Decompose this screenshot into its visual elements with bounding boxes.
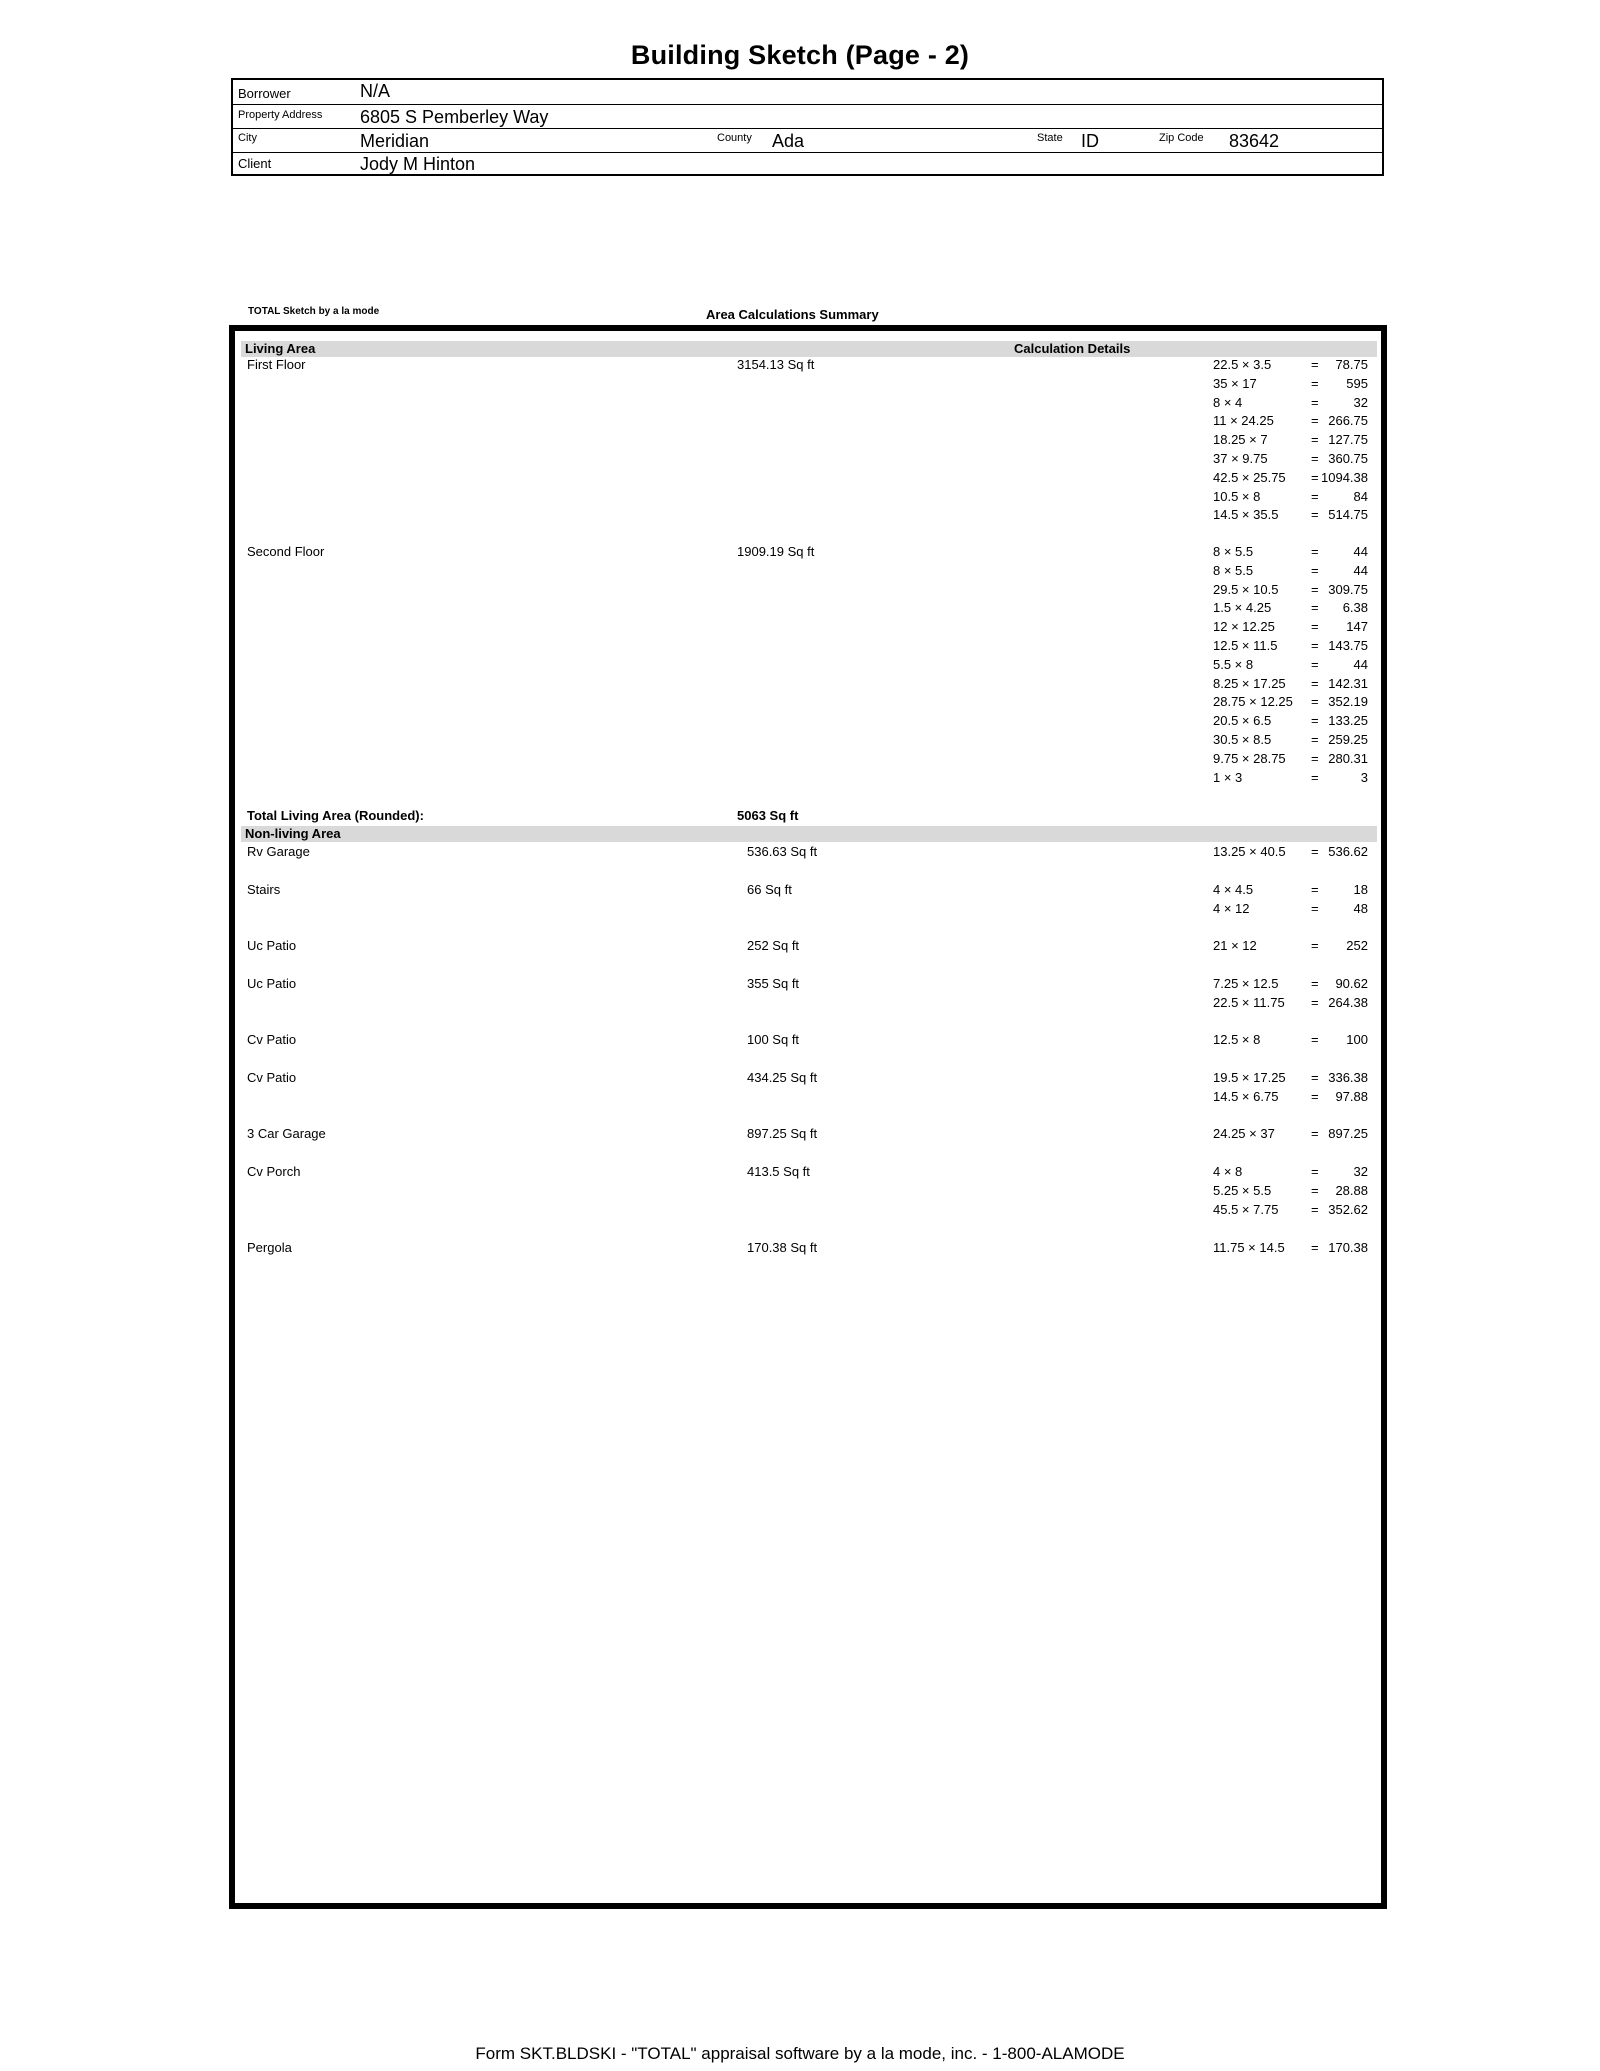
calc-result: 595 [1346,375,1368,391]
calc-result: 78.75 [1335,357,1368,372]
calculation-details-heading: Calculation Details [1014,341,1131,356]
calc-result: 84 [1353,488,1368,504]
calc-equals: = [1311,469,1319,485]
calc-equals: = [1311,1088,1319,1104]
calc-row [1213,657,1368,676]
calc-row [1213,638,1368,657]
floor-area: 1909.19 Sq ft [737,544,815,559]
calc-equals: = [1311,357,1319,372]
calc-equals: = [1311,1201,1319,1217]
item-name: Pergola [247,1240,292,1255]
summary-title: Area Calculations Summary [706,307,879,322]
calc-result: 44 [1353,562,1368,578]
calc-equals: = [1311,1164,1319,1179]
calc-row [1213,676,1368,695]
calc-row [1213,901,1368,920]
item-name: Cv Patio [247,1070,297,1085]
calc-equals: = [1311,750,1319,766]
calc-result: 252 [1346,938,1368,953]
calc-expression: 4 × 8 [1213,1164,1243,1179]
item-area: 434.25 Sq ft [747,1070,818,1085]
calc-expression: 37 × 9.75 [1213,451,1268,466]
calc-row [1213,432,1368,451]
client-value: Jody M Hinton [360,154,476,174]
calc-row [1213,619,1368,638]
calc-equals: = [1311,394,1319,410]
item-area: 897.25 Sq ft [747,1126,818,1141]
item-area: 170.38 Sq ft [747,1240,818,1255]
calc-expression: 28.75 × 12.25 [1213,694,1293,710]
calc-result: 352.19 [1328,694,1368,710]
calc-row [1213,844,1368,863]
calc-expression: 12 × 12.25 [1213,619,1275,635]
calc-result: 100 [1346,1032,1368,1047]
calc-row [1213,1164,1368,1183]
item-name: Cv Porch [247,1164,301,1179]
item-area: 66 Sq ft [747,882,792,897]
calc-equals: = [1311,732,1319,747]
calc-result: 309.75 [1328,581,1368,597]
calc-result: 133.25 [1328,713,1368,729]
item-name: Uc Patio [247,938,297,953]
county-label: County [717,132,752,144]
calc-row [1213,451,1368,470]
calc-equals: = [1311,1240,1319,1255]
living-area-heading: Living Area [245,341,316,356]
calc-result: 3 [1360,769,1368,785]
form-footer: Form SKT.BLDSKI - "TOTAL" appraisal software by a la mode, inc. - 1-800-ALAMODE [475,2044,1125,2063]
calc-result: 352.62 [1328,1201,1368,1217]
calc-row [1213,544,1368,563]
calc-result: 897.25 [1328,1126,1368,1141]
calc-expression: 7.25 × 12.5 [1213,976,1279,991]
calc-expression: 8 × 5.5 [1213,562,1254,578]
calc-row [1213,938,1368,957]
calc-result: 514.75 [1328,507,1368,523]
calc-row [1213,732,1368,751]
area-calculations-frame [229,325,1387,1909]
non-living-area-heading: Non-living Area [245,826,341,841]
calc-equals: = [1311,976,1319,991]
calc-expression: 24.25 × 37 [1213,1126,1275,1141]
calc-expression: 12.5 × 8 [1213,1032,1261,1047]
item-area: 536.63 Sq ft [747,844,818,859]
calc-result: 48 [1353,900,1368,916]
city-value: Meridian [360,131,430,151]
calc-equals: = [1311,451,1319,466]
calc-row [1213,770,1368,789]
calc-expression: 4 × 12 [1213,900,1250,916]
calc-expression: 13.25 × 40.5 [1213,844,1286,859]
calc-row [1213,1032,1368,1051]
client-label: Client [238,156,272,171]
sketch-credit: TOTAL Sketch by a la mode [248,306,380,317]
item-area: 413.5 Sq ft [747,1164,810,1179]
calc-equals: = [1311,769,1319,785]
property-address-row [233,104,1382,129]
property-address-label: Property Address [238,109,323,121]
item-name: Stairs [247,882,281,897]
calc-expression: 18.25 × 7 [1213,432,1268,448]
client-row [233,152,1382,176]
calc-equals: = [1311,544,1319,559]
calc-row [1213,600,1368,619]
calc-equals: = [1311,619,1319,635]
calc-result: 32 [1353,1164,1368,1179]
calc-equals: = [1311,638,1319,653]
calc-expression: 9.75 × 28.75 [1213,750,1286,766]
item-name: Rv Garage [247,844,310,859]
calc-equals: = [1311,413,1319,429]
item-area: 252 Sq ft [747,938,800,953]
item-area: 100 Sq ft [747,1032,800,1047]
calc-result: 18 [1353,882,1368,897]
calc-equals: = [1311,1070,1319,1085]
calc-equals: = [1311,844,1319,859]
calc-row [1213,882,1368,901]
calc-expression: 45.5 × 7.75 [1213,1201,1279,1217]
calc-equals: = [1311,432,1319,448]
calc-expression: 4 × 4.5 [1213,882,1254,897]
state-label: State [1037,132,1063,144]
calc-result: 280.31 [1328,750,1368,766]
calc-equals: = [1311,900,1319,916]
calc-result: 259.25 [1328,732,1368,747]
calc-equals: = [1311,656,1319,672]
calc-result: 264.38 [1328,994,1368,1010]
borrower-label: Borrower [238,86,291,101]
floor-name: Second Floor [247,544,325,559]
calc-row [1213,713,1368,732]
county-value: Ada [772,131,805,151]
calc-expression: 8 × 5.5 [1213,544,1254,559]
calc-equals: = [1311,581,1319,597]
calc-equals: = [1311,938,1319,953]
calc-row [1213,1183,1368,1202]
calc-result: 127.75 [1328,432,1368,448]
calc-expression: 22.5 × 3.5 [1213,357,1272,372]
calc-result: 1094.38 [1321,469,1368,485]
calc-result: 6.38 [1342,600,1368,616]
calc-result: 143.75 [1328,638,1368,653]
calc-expression: 30.5 × 8.5 [1213,732,1272,747]
living-area-band [241,341,1377,357]
non-living-area-band [241,826,1377,842]
calc-result: 32 [1353,394,1368,410]
subject-header-table [231,78,1384,176]
calc-expression: 29.5 × 10.5 [1213,581,1279,597]
calc-equals: = [1311,375,1319,391]
calc-row [1213,413,1368,432]
calc-result: 170.38 [1328,1240,1368,1255]
calc-expression: 8.25 × 17.25 [1213,675,1286,691]
calc-equals: = [1311,600,1319,616]
calc-equals: = [1311,507,1319,523]
calc-result: 44 [1353,544,1368,559]
calc-expression: 42.5 × 25.75 [1213,469,1286,485]
calc-equals: = [1311,1126,1319,1141]
calc-result: 336.38 [1328,1070,1368,1085]
floor-area: 3154.13 Sq ft [737,357,815,372]
calc-equals: = [1311,1032,1319,1047]
calc-row [1213,563,1368,582]
floor-name: First Floor [247,357,306,372]
calc-expression: 35 × 17 [1213,375,1257,391]
calc-row [1213,489,1368,508]
calc-result: 536.62 [1328,844,1368,859]
calc-row [1213,1240,1368,1259]
calc-result: 266.75 [1328,413,1368,429]
calc-result: 28.88 [1335,1182,1368,1198]
calc-equals: = [1311,1182,1319,1198]
calc-expression: 12.5 × 11.5 [1213,638,1278,653]
calc-expression: 5.25 × 5.5 [1213,1182,1272,1198]
calc-equals: = [1311,994,1319,1010]
calc-equals: = [1311,675,1319,691]
calc-result: 44 [1353,656,1368,672]
item-name: Uc Patio [247,976,297,991]
calc-result: 147 [1346,619,1368,635]
calc-row [1213,582,1368,601]
location-row [233,128,1382,153]
item-name: 3 Car Garage [247,1126,326,1141]
calc-row [1213,1202,1368,1221]
calc-result: 97.88 [1335,1088,1368,1104]
calc-row [1213,976,1368,995]
calc-row [1213,376,1368,395]
calc-equals: = [1311,488,1319,504]
total-living-area-value: 5063 Sq ft [737,808,799,823]
page-title: Building Sketch (Page - 2) [630,40,970,70]
calc-row [1213,751,1368,770]
calc-expression: 1.5 × 4.25 [1213,600,1272,616]
calc-expression: 21 × 12 [1213,938,1257,953]
state-value: ID [1081,131,1099,151]
item-area: 355 Sq ft [747,976,800,991]
property-address-value: 6805 S Pemberley Way [360,107,549,127]
calc-result: 360.75 [1328,451,1368,466]
calc-equals: = [1311,562,1319,578]
zip-label: Zip Code [1159,132,1204,144]
calc-equals: = [1311,694,1319,710]
borrower-row [233,80,1382,105]
calc-expression: 14.5 × 6.75 [1213,1088,1279,1104]
calc-expression: 8 × 4 [1213,394,1243,410]
calc-row [1213,1126,1368,1145]
calc-expression: 14.5 × 35.5 [1213,507,1279,523]
city-label: City [238,132,257,144]
calc-equals: = [1311,882,1319,897]
calc-expression: 20.5 × 6.5 [1213,713,1272,729]
calc-row [1213,357,1368,376]
calc-expression: 5.5 × 8 [1213,656,1254,672]
calc-row [1213,1070,1368,1089]
calc-expression: 1 × 3 [1213,769,1243,785]
calc-row [1213,395,1368,414]
calc-row [1213,1089,1368,1108]
borrower-value: N/A [360,81,391,101]
calc-row [1213,507,1368,526]
calc-row [1213,470,1368,489]
total-living-area-label: Total Living Area (Rounded): [247,808,424,823]
calc-expression: 10.5 × 8 [1213,488,1261,504]
calc-row [1213,694,1368,713]
calc-result: 90.62 [1335,976,1368,991]
calc-expression: 11 × 24.25 [1213,413,1274,429]
calc-expression: 11.75 × 14.5 [1213,1240,1285,1255]
calc-row [1213,995,1368,1014]
calc-equals: = [1311,713,1319,729]
calc-expression: 22.5 × 11.75 [1213,994,1285,1010]
item-name: Cv Patio [247,1032,297,1047]
zip-value: 83642 [1229,131,1280,151]
calc-result: 142.31 [1328,675,1368,691]
calc-expression: 19.5 × 17.25 [1213,1070,1286,1085]
